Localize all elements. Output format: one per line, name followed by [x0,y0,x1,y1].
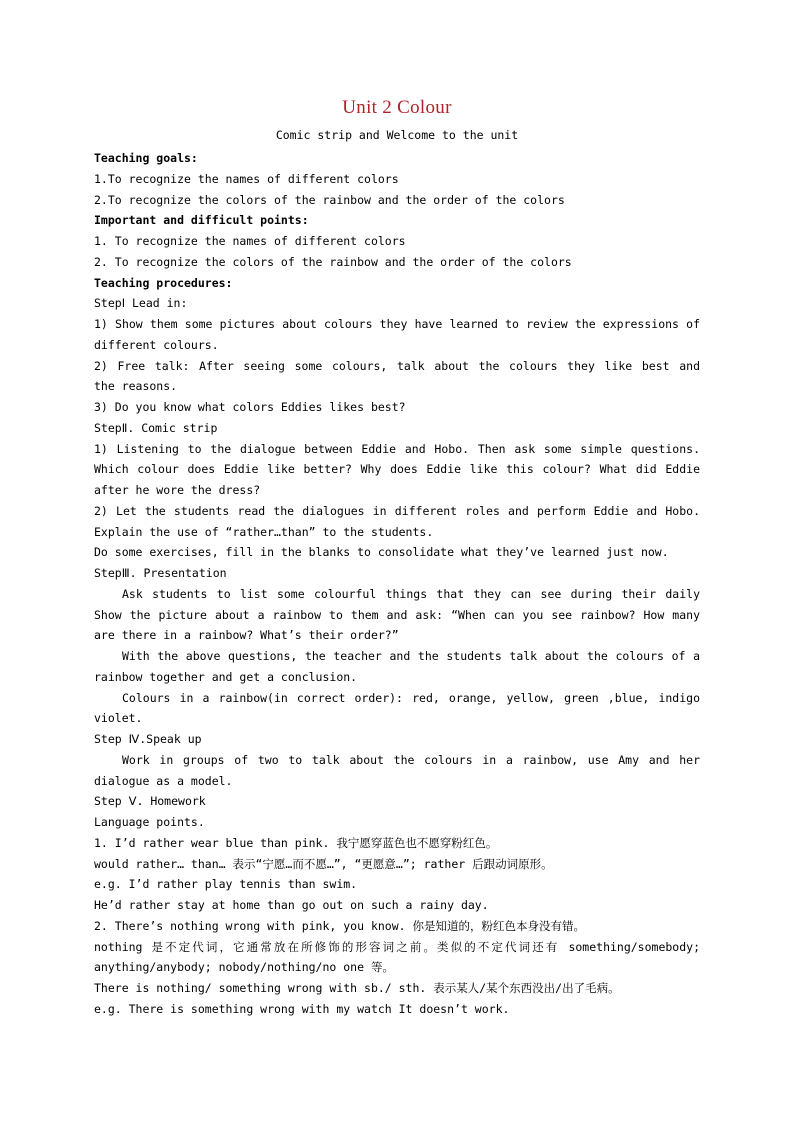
text-line: Work in groups of two to talk about the colours in a rainbow, use Amy and her [122,752,700,767]
text-line: 2) Free talk: After seeing some colours, talk about the colours they like best and [94,358,700,373]
step-heading: StepⅢ. Presentation [94,566,227,580]
document-body [94,148,700,1020]
text-line: 1.To recognize the names of different colors [94,171,399,186]
text-line: e.g. There is something wrong with my watch It doesn’t work. [94,1001,510,1016]
text-line: anything/anybody; nobody/nothing/no one 等。 [94,960,394,975]
text-line: after he wore the dress? [94,483,261,497]
text-line: There is nothing/ something wrong with sb./ sth. 表示某人/某个东西没出/出了毛病。 [94,981,620,995]
text-line: Which colour does Eddie like better? Why does Eddie like this colour? What did Eddie [94,462,700,477]
text-line: With the above questions, the teacher and the students talk about the colours of a [122,649,700,663]
step-heading: StepⅡ. Comic strip [94,420,218,435]
text-line: Do some exercises, fill in the blanks to consolidate what they’ve learned just now. [94,545,669,560]
step-heading: Step Ⅳ.Speak up [94,732,202,746]
document-subtitle: Comic strip and Welcome to the unit [275,128,519,142]
text-line: Explain the use of “rather…than” to the students. [94,524,434,539]
text-line: He’d rather stay at home than go out on such a rainy day. [94,898,489,912]
text-line: the reasons. [94,379,178,394]
text-line: 2. To recognize the colors of the rainbow and the order of the colors [94,254,572,269]
step-heading: StepⅠ Lead in: [94,296,188,311]
text-line: 2) Let the students read the dialogues in different roles and perform Eddie and Hobo. [94,503,700,518]
text-line: 1. I’d rather wear blue than pink. 我宁愿穿蓝色也不愿穿粉红色。 [94,835,498,850]
text-line: 1) Listening to the dialogue between Eddie and Hobo. Then ask some simple questions. [94,441,700,456]
text-line: Colours in a rainbow(in correct order): red, orange, yellow, green ,blue, indigo [122,690,700,705]
text-line: rainbow together and get a conclusion. [94,669,358,684]
text-line: would rather… than… 表示“宁愿…而不愿…”, “更愿意…”; rather 后跟动词原形。 [94,856,553,871]
document-title: Unit 2 Colour [342,97,452,118]
section-heading-procedures: Teaching procedures: [94,275,233,290]
text-line: Ask students to list some colourful things that they can see during their daily [122,586,700,601]
section-heading-teaching-goals: Teaching goals: [94,151,198,165]
text-line: 1. To recognize the names of different colors [94,234,406,248]
text-line: 3) Do you know what colors Eddies likes best? [94,400,406,414]
step-heading: Step Ⅴ. Homework [94,794,206,809]
text-line: Show the picture about a rainbow to them and ask: “When can you see rainbow? How many [94,607,700,622]
text-line: dialogue as a model. [94,773,233,788]
text-line: different colours. [94,337,219,352]
text-line: violet. [94,711,143,726]
text-line: e.g. I’d rather play tennis than swim. [94,877,358,892]
text-line: nothing 是不定代词，它通常放在所修饰的形容词之前。类似的不定代词还有 something/somebody; [94,939,700,954]
text-line: 1) Show them some pictures about colours they have learned to review the expressions of [94,317,700,331]
text-line: Language points. [94,815,205,829]
text-line: are there in a rainbow? What’s their order?” [94,628,399,643]
text-line: 2. There’s nothing wrong with pink, you know. 你是知道的，粉红色本身没有错。 [94,918,585,933]
section-heading-key-points: Important and difficult points: [94,213,309,228]
text-line: 2.To recognize the colors of the rainbow and the order of the colors [94,192,565,207]
